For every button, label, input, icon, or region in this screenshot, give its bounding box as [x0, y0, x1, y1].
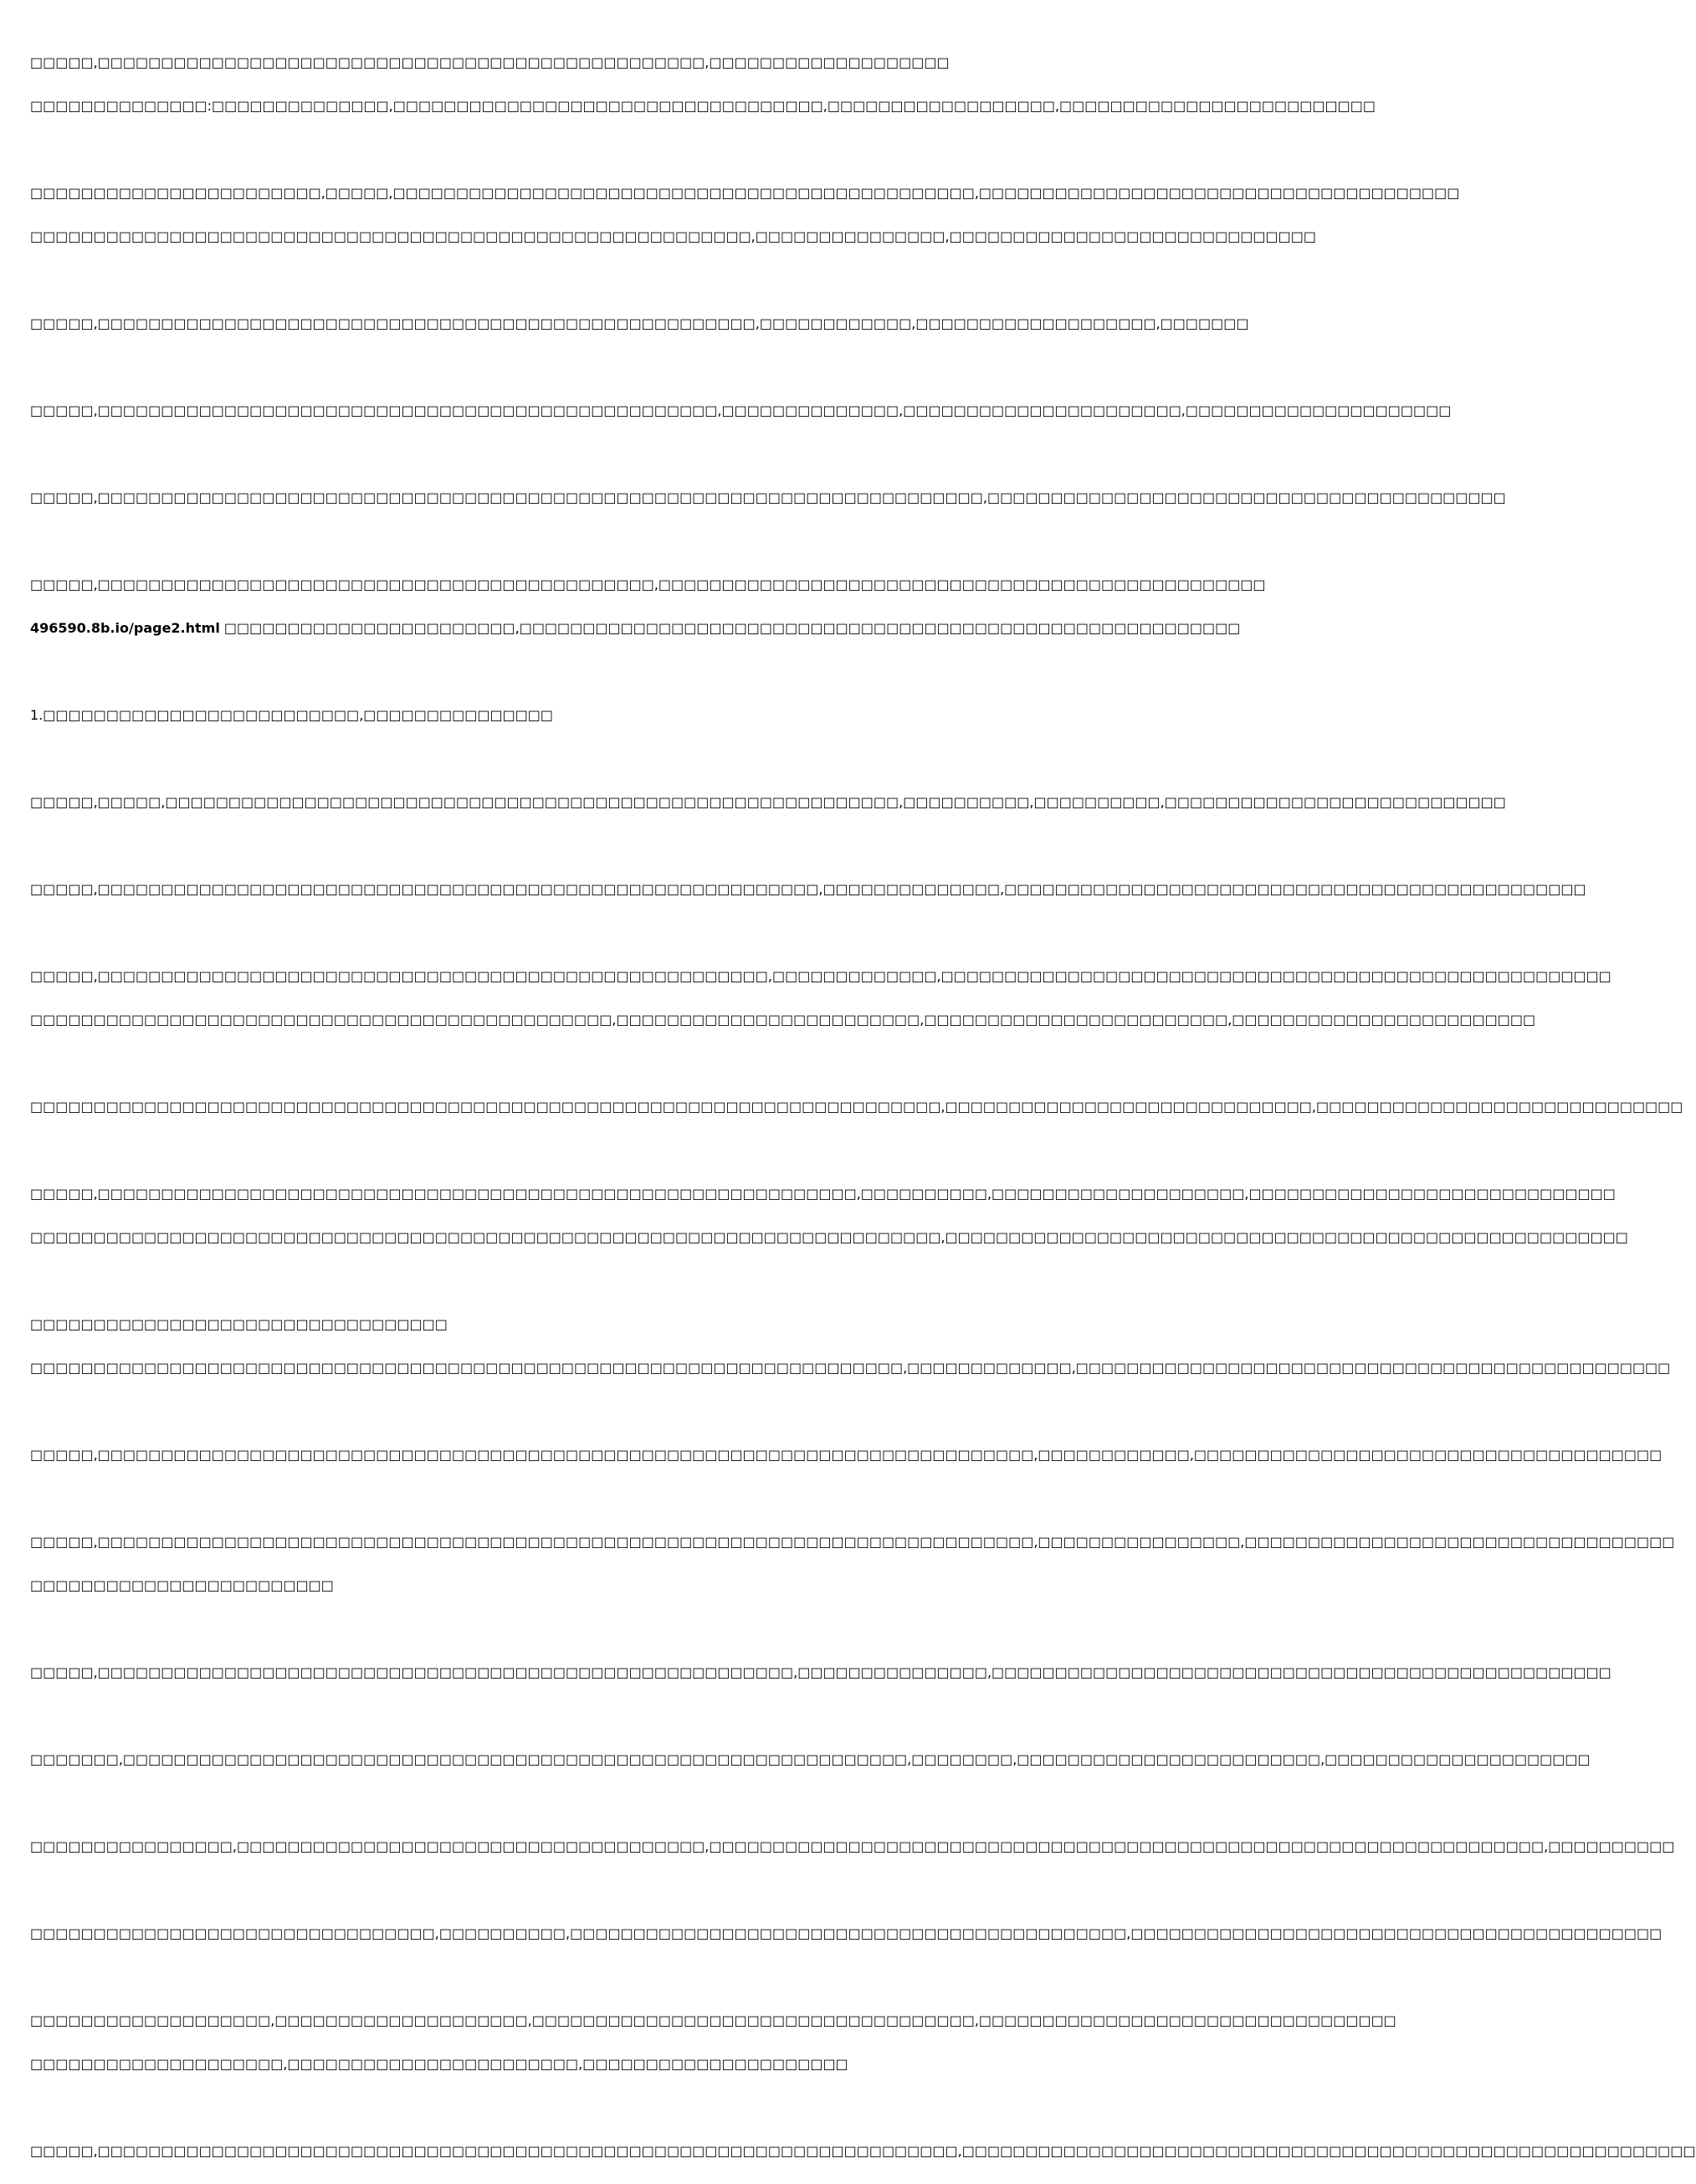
paragraph-line: □□□□□,□□□□□□□□□□□□□□□□□□□□□□□□□□□□□□□□□□□□□□□□□□□□□□□□□□□□□□□□□□□□□□□□□□□□□□□□□□,□□□□□□□□□□□□,□□□□□□□□□□□□□□□□□□□□□□□□□□□□□□□□□□□□□	[30, 1447, 1663, 1463]
paragraph-18	[30, 1814, 1675, 1879]
paragraph-line: □□□□□,□□□□□□□□□□□□□□□□□□□□□□□□□□□□□□□□□□□□□□□□□□□□□□□□□□□□□□□□□□□□□□□□□□□□,□□□□□□□□□□□□□□□□□□□□□□□□□□□□□□□□□□□□□□□□□□□□□□□□□□□□□□□□□□	[30, 2143, 1696, 2159]
page2-link[interactable]: 496590.8b.io/page2.html	[30, 620, 220, 636]
paragraph-line-tail: □□□□□□□□□□□□□□□□□□□□□□□,□□□□□□□□□□□□□□□□□□□□□□□□□□□□□□□□□□□□□□□□□□□□□□□□□□□□□□□□□	[219, 620, 1241, 636]
paragraph-line: □□□□□□□□□□□□□□□□□□□□□□□□□□□□□□□□□□□□□□□□□□□□□□,□□□□□□□□□□□□□□□□□□□□□□□□,□□□□□□□□□□□□□□□□□□□□□□□□,□□□□□□□□□□□□□□□□□□□□□□□□	[30, 1012, 1536, 1028]
paragraph-line: □□□□□,□□□□□□□□□□□□□□□□□□□□□□□□□□□□□□□□□□□□□□□□□□□□□□□□□□□□□□□□□,□□□□□□□□□□□□□□,□□□□□□□□□□□□□□□□□□□□□□□□□□□□□□□□□□□□□□□□□□□□□□	[30, 881, 1586, 897]
paragraph-line: □□□□□□□□□□□□□□□□□□□,□□□□□□□□□□□□□□□□□□□□,□□□□□□□□□□□□□□□□□□□□□□□□□□□□□□□□□□□,□□□□□□□□□□□□□□□□□□□□□□□□□□□□□□□□□	[30, 2012, 1396, 2028]
paragraph-line: □□□□□,□□□□□□□□□□□□□□□□□□□□□□□□□□□□□□□□□□□□□□□□□□□□□□□□,□□□□□□□□□□□□□□□□□□□	[30, 54, 950, 70]
paragraph-6	[30, 552, 1266, 661]
paragraph-line: □□□□□,□□□□□□□□□□□□□□□□□□□□□□□□□□□□□□□□□□□□□□□□□□□□□□□□□□□□□□□□□□□□,□□□□□□□□□□,□□□□□□□□□□□□□□□□□□□□,□□□□□□□□□□□□□□□□□□□□□□□□□□□□□	[30, 1186, 1616, 1202]
paragraph-4	[30, 378, 1452, 443]
paragraph-14	[30, 1423, 1663, 1488]
paragraph-2	[30, 161, 1460, 269]
paragraph-21	[30, 2119, 1696, 2184]
paragraph-line: □□□□□□□□□□□□□□□□□□□□□□□□□□□□□□□□□□□□□□□□□□□□□□□□□□□□□□□□□□□□□□□□□□□□□□□□,□□□□□□□□□□□□□□□□□□□□□□□□□□□□□,□□□□□□□□□□□□□□□□□□□□□□□□□□□□□	[30, 1099, 1683, 1115]
paragraph-line: □□□□□,□□□□□□□□□□□□□□□□□□□□□□□□□□□□□□□□□□□□□□□□□□□□,□□□□□□□□□□□□□□□□□□□□□□□□□□□□□□□□□□□□□□□□□□□□□□□□	[30, 577, 1266, 592]
paragraph-16	[30, 1640, 1611, 1705]
paragraph-line: □□□□□,□□□□□□□□□□□□□□□□□□□□□□□□□□□□□□□□□□□□□□□□□□□□□□□□□,□□□□□□□□□□□□□□,□□□□□□□□□□□□□□□□□□□□□□,□□□□□□□□□□□□□□□□□□□□□	[30, 402, 1452, 418]
paragraph-line: □□□□□□□□□□□□□□□□□□□□□□□,□□□□□,□□□□□□□□□□□□□□□□□□□□□□□□□□□□□□□□□□□□□□□□□□□□□□,□□□□□□□□□□□□□□□□□□□□□□□□□□□□□□□□□□□□□□	[30, 185, 1460, 201]
paragraph-line: □□□□□□□□□□□□□□□□□□□□□□□□□□□□□□□□,□□□□□□□□□□,□□□□□□□□□□□□□□□□□□□□□□□□□□□□□□□□□□□□□□□□□□□□,□□□□□□□□□□□□□□□□□□□□□□□□□□□□□□□□□□□□□□□□□□	[30, 1925, 1663, 1941]
paragraph-line: □□□□□□□□□□□□□□□□□□□□,□□□□□□□□□□□□□□□□□□□□□□□,□□□□□□□□□□□□□□□□□□□□□	[30, 2056, 848, 2072]
paragraph-13	[30, 1292, 1671, 1401]
paragraph-line: □□□□□□□□□□□□□□□□□□□□□□□□□□□□□□□□□□□□□□□□□□□□□□□□□□□□□□□□□□□□□□□□□□□□□□□□,□□□□□□□□□□□□□□□□□□□□□□□□□□□□□□□□□□□□□□□□□□□□□□□□□□□□□□	[30, 1229, 1628, 1245]
paragraph-7	[30, 683, 829, 748]
paragraph-12	[30, 1161, 1628, 1270]
paragraph-line: □□□□□□□□□□□□□□□□□□□□□□□□□□□□□□□□□□□□□□□□□□□□□□□□□□□□□□□□□,□□□□□□□□□□□□□□□,□□□□□□□□□□□□□□□□□□□□□□□□□□□□□	[30, 228, 1317, 244]
paragraph-5	[30, 465, 1506, 531]
paragraph-10	[30, 944, 1611, 1053]
paragraph-line: □□□□□□□□□□□□□□□□,□□□□□□□□□□□□□□□□□□□□□□□□□□□□□□□□□□□□□,□□□□□□□□□□□□□□□□□□□□□□□□□□□□□□□□□□□□□□□□□□□□□□□□□□□□□□□□□□□□□□□□□□,□□□□□□□□□□	[30, 1838, 1675, 1854]
paragraph-line: □□□□□,□□□□□□□□□□□□□□□□□□□□□□□□□□□□□□□□□□□□□□□□□□□□□□□□□□□□□□□,□□□□□□□□□□□□□□□,□□□□□□□□□□□□□□□□□□□□□□□□□□□□□□□□□□□□□□□□□□□□□□□□□	[30, 1664, 1611, 1680]
paragraph-11	[30, 1074, 1683, 1140]
paragraph-line: □□□□□,□□□□□□□□□□□□□□□□□□□□□□□□□□□□□□□□□□□□□□□□□□□□□□□□□□□□□□□□□□□□□□□□□□□□□□□□□□,□□□□□□□□□□□□□□□□,□□□□□□□□□□□□□□□□□□□□□□□□□□□□□□□□□□	[30, 1534, 1675, 1550]
paragraph-19	[30, 1901, 1663, 1966]
document-body	[30, 30, 1696, 2159]
paragraph-line: □□□□□□□,□□□□□□□□□□□□□□□□□□□□□□□□□□□□□□□□□□□□□□□□□□□□□□□□□□□□□□□□□□□□□□,□□□□□□□□,□□□□□□□□□□□□□□□□□□□□□□□□,□□□□□□□□□□□□□□□□□□□□□	[30, 1751, 1591, 1767]
paragraph-line: □□□□□□□□□□□□□□□□□□□□□□□□□□□□□□□□□	[30, 1316, 448, 1332]
paragraph-1	[30, 30, 1376, 139]
paragraph-20	[30, 1988, 1396, 2097]
paragraph-line: □□□□□,□□□□□□□□□□□□□□□□□□□□□□□□□□□□□□□□□□□□□□□□□□□□□□□□□□□□,□□□□□□□□□□□□,□□□□□□□□□□□□□□□□□□□,□□□□□□□	[30, 315, 1249, 331]
paragraph-line: □□□□□□□□□□□□□□□□□□□□□□□□	[30, 1577, 334, 1593]
paragraph-line: □□□□□□□□□□□□□□:□□□□□□□□□□□□□□,□□□□□□□□□□□□□□□□□□□□□□□□□□□□□□□□□□,□□□□□□□□□□□□□□□□□□,□□□□□□□□□□□□□□□□□□□□□□□□□	[30, 98, 1376, 114]
paragraph-9	[30, 857, 1586, 922]
paragraph-line: □□□□□□□□□□□□□□□□□□□□□□□□□□□□□□□□□□□□□□□□□□□□□□□□□□□□□□□□□□□□□□□□□□□□□,□□□□□□□□□□□□□,□□□□□□□□□□□□□□□□□□□□□□□□□□□□□□□□□□□□□□□□□□□□□□□	[30, 1360, 1671, 1376]
paragraph-17	[30, 1727, 1591, 1792]
paragraph-8	[30, 770, 1506, 835]
paragraph-3	[30, 291, 1249, 356]
paragraph-line: □□□□□,□□□□□,□□□□□□□□□□□□□□□□□□□□□□□□□□□□□□□□□□□□□□□□□□□□□□□□□□□□□□□□□□,□□□□□□□□□□,□□□□□□□□□□,□□□□□□□□□□□□□□□□□□□□□□□□□□□	[30, 794, 1506, 810]
paragraph-line: □□□□□,□□□□□□□□□□□□□□□□□□□□□□□□□□□□□□□□□□□□□□□□□□□□□□□□□□□□□□□□□□□□□□□□□□□□□□,□□□□□□□□□□□□□□□□□□□□□□□□□□□□□□□□□□□□□□□□□	[30, 490, 1506, 505]
paragraph-line: 1.□□□□□□□□□□□□□□□□□□□□□□□□□,□□□□□□□□□□□□□□□	[30, 707, 554, 723]
paragraph-15	[30, 1510, 1675, 1618]
paragraph-line: □□□□□,□□□□□□□□□□□□□□□□□□□□□□□□□□□□□□□□□□□□□□□□□□□□□□□□□□□□□,□□□□□□□□□□□□□,□□□□□□□□□□□□□□□□□□□□□□□□□□□□□□□□□□□□□□□□□□□□□□□□□□□□□	[30, 968, 1611, 984]
paragraph-line-with-link	[30, 618, 1241, 639]
